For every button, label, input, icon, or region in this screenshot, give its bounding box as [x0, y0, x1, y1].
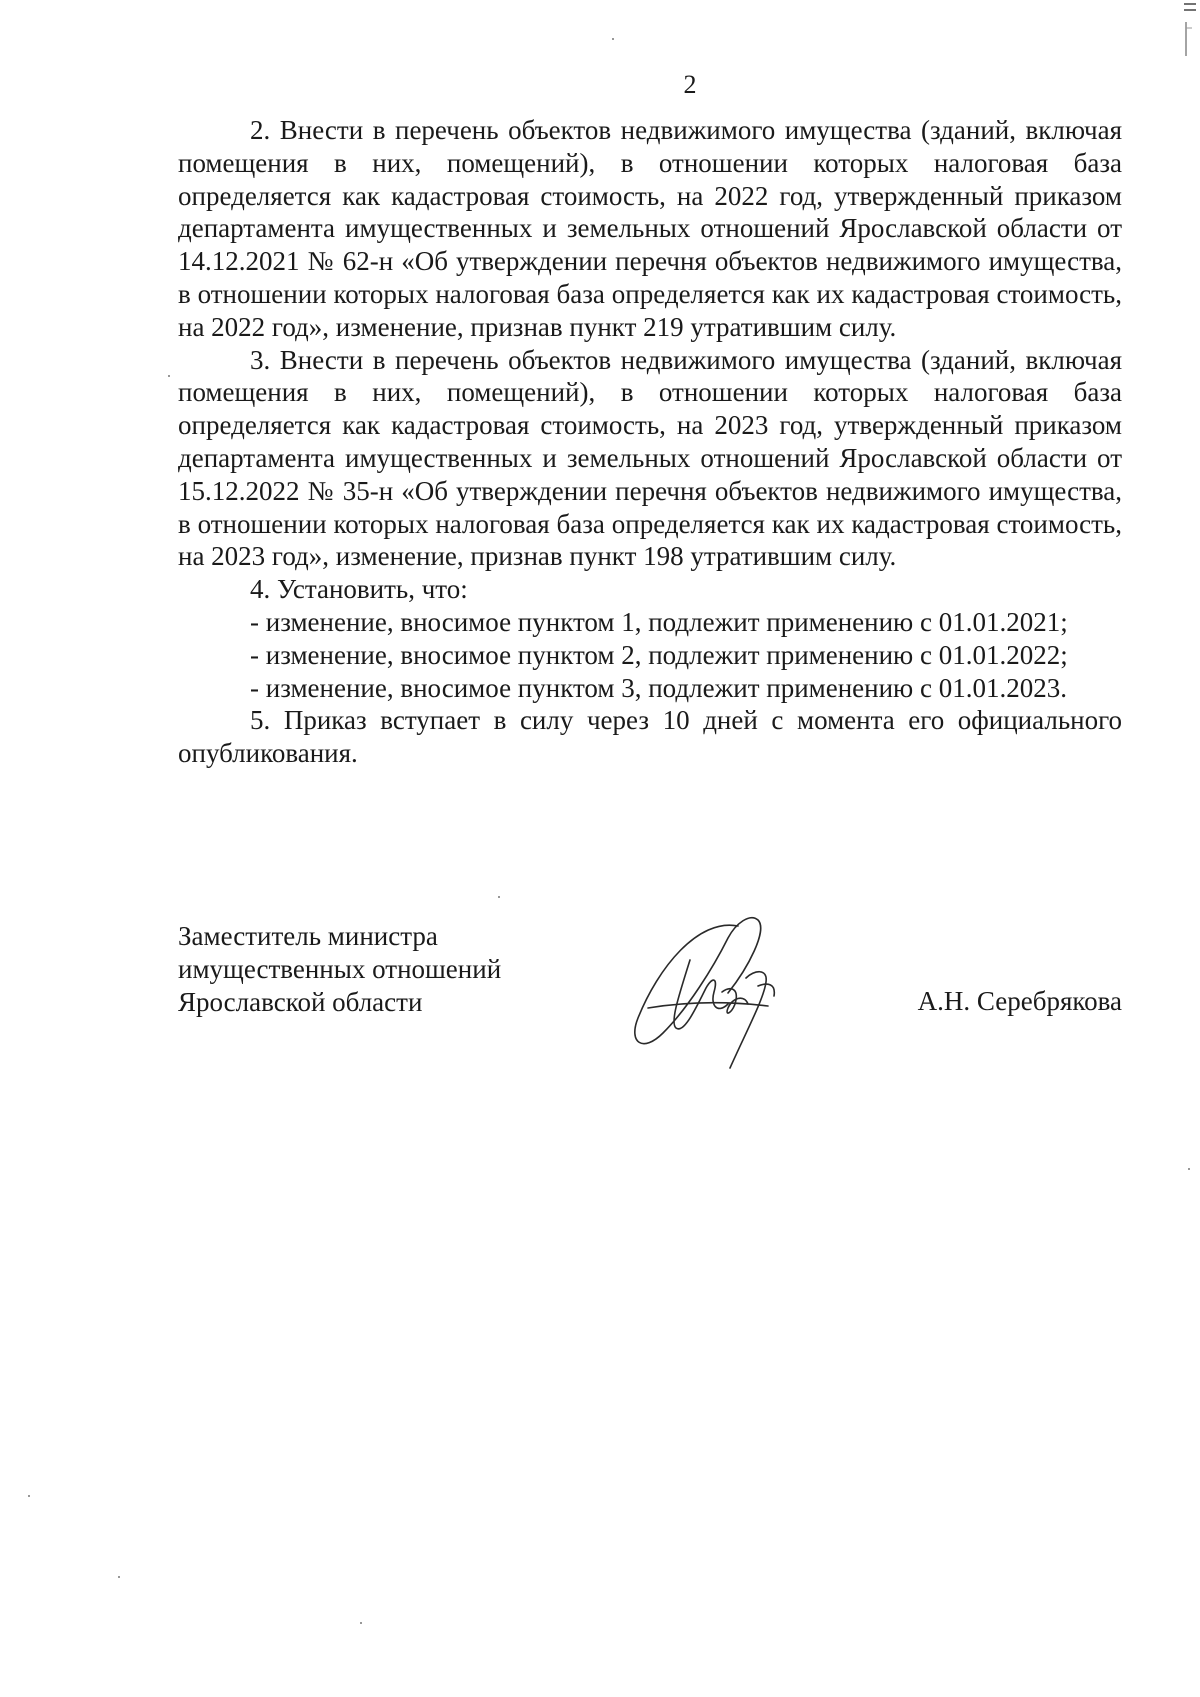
paragraph-item-2: 2. Внести в перечень объектов недвижимого имущества (зданий, включая помещения в них, помещений), в отношении которых налоговая база определяется как кадастровая стоимость, на 2022 год, утвержденный приказом департамента имущественных и земельных отношений Ярославской области от 14.12.2021 № 62-н «Об утверждении перечня объектов недвижимого имущества, в отношении которых налоговая база определяется как их кадастровая стоимость, на 2022 год», изменение, признав пункт 219 утратившим силу.: [178, 115, 1122, 342]
scan-speck: [168, 375, 170, 377]
scan-speck: [1188, 1168, 1190, 1170]
signer-position-line: имущественных отношений: [178, 953, 502, 984]
page-number: 2: [683, 70, 697, 99]
paragraph-item-5: 5. Приказ вступает в силу через 10 дней с момента его официального опубликования.: [178, 705, 1122, 769]
list-item-effective-2023: - изменение, вносимое пунктом 3, подлежит применению с 01.01.2023.: [250, 672, 1067, 703]
list-item-effective-2021: - изменение, вносимое пунктом 1, подлежит применению с 01.01.2021;: [250, 606, 1068, 637]
scan-speck: [118, 1576, 120, 1578]
paragraph-item-3: 3. Внести в перечень объектов недвижимого имущества (зданий, включая помещения в них, помещений), в отношении которых налоговая база определяется как кадастровая стоимость, на 2023 год, утвержденный приказом департамента имущественных и земельных отношений Ярославской области от 15.12.2022 № 35-н «Об утверждении перечня объектов недвижимого имущества, в отношении которых налоговая база определяется как их кадастровая стоимость, на 2023 год», изменение, признав пункт 198 утратившим силу.: [178, 344, 1122, 572]
signer-position-line: Ярославской области: [178, 986, 423, 1017]
signer-position: [178, 920, 578, 1018]
scan-speck: [498, 896, 500, 898]
paragraph-item-4: 4. Установить, что:: [250, 574, 468, 605]
signer-name: А.Н. Серебрякова: [917, 986, 1122, 1016]
list-item-effective-2022: - изменение, вносимое пунктом 2, подлежит применению с 01.01.2022;: [250, 639, 1068, 670]
scan-speck: [360, 1622, 362, 1624]
signer-position-line: Заместитель министра: [178, 921, 438, 951]
signature-block: [178, 920, 1122, 1070]
scan-speck: [612, 38, 614, 40]
handwritten-signature: [618, 908, 818, 1083]
scan-speck: [28, 1495, 30, 1497]
document-body: [178, 114, 1122, 770]
margin-bracket-mark: [1180, 0, 1200, 60]
